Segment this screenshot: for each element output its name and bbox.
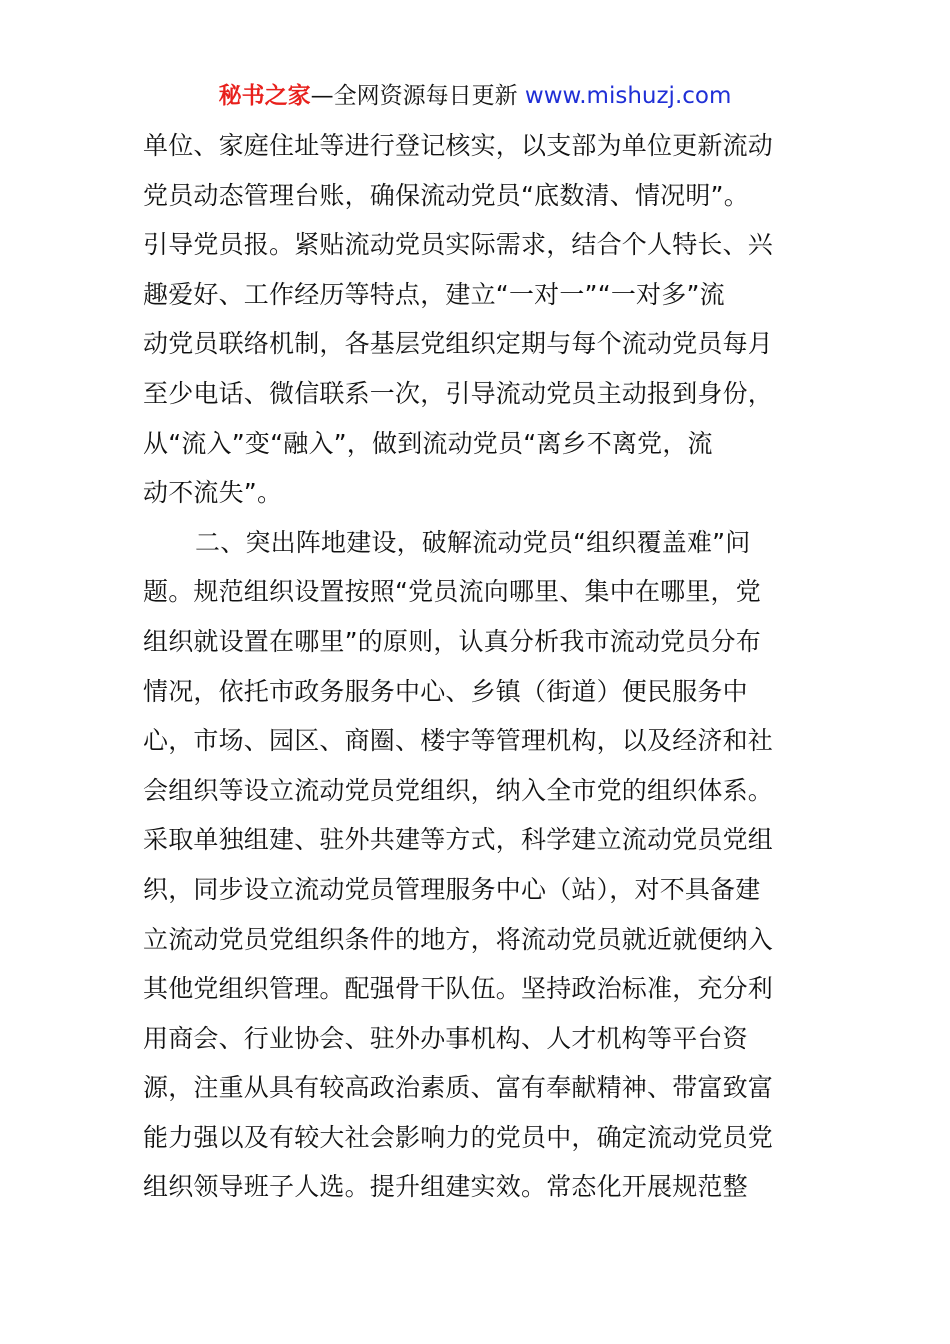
text-line: 至少电话、微信联系一次，引导流动党员主动报到身份，: [143, 378, 774, 408]
text-line: 组织就设置在哪里”的原则，认真分析我市流动党员分布: [143, 626, 761, 656]
text-line: 单位、家庭住址等进行登记核实，以支部为单位更新流动: [143, 131, 774, 160]
text-line: 能力强以及有较大社会影响力的党员中，确定流动党员党: [143, 1122, 774, 1152]
text-line: 其他党组织管理。配强骨干队伍。坚持政治标准，充分利: [143, 974, 774, 1004]
text-line: 采取单独组建、驻外共建等方式，科学建立流动党员党组: [143, 825, 774, 855]
text-line: 织，同步设立流动党员管理服务中心（站），对不具备建: [143, 874, 761, 904]
header-slogan: —全网资源每日更新: [310, 83, 518, 109]
document-body: [143, 121, 809, 1212]
text-line: 会组织等设立流动党员党组织，纳入全市党的组织体系。: [143, 775, 774, 805]
text-line: 组织领导班子人选。提升组建实效。常态化开展规范整: [143, 1172, 748, 1202]
text-line: 党员动态管理台账，确保流动党员“底数清、情况明”。: [143, 180, 749, 210]
text-line: 引导党员报。紧贴流动党员实际需求，结合个人特长、兴: [143, 230, 774, 260]
text-line: 源，注重从具有较高政治素质、富有奉献精神、带富致富: [143, 1073, 774, 1103]
section-heading-line: 二、突出阵地建设，破解流动党员“组织覆盖难”问: [195, 527, 751, 557]
text-line: 心，市场、园区、商圈、楼宇等管理机构，以及经济和社: [143, 726, 774, 756]
brand-name: 秘书之家: [218, 83, 311, 109]
text-line: 从“流入”变“融入”，做到流动党员“离乡不离党，流: [143, 428, 713, 458]
text-line: 动党员联络机制，各基层党组织定期与每个流动党员每月: [143, 329, 774, 359]
page-header: [0, 80, 950, 112]
text-line: 情况，依托市政务服务中心、乡镇（街道）便民服务中: [143, 676, 748, 706]
text-line: 题。规范组织设置按照“党员流向哪里、集中在哪里，党: [143, 577, 761, 607]
text-line: 动不流失”。: [143, 478, 283, 508]
text-line: 趣爱好、工作经历等特点，建立“一对一”“一对多”流: [143, 279, 725, 309]
text-line: 用商会、行业协会、驻外办事机构、人才机构等平台资: [143, 1023, 748, 1053]
website-link[interactable]: www.mishuzj.com: [517, 83, 732, 109]
text-line: 立流动党员党组织条件的地方，将流动党员就近就便纳入: [143, 924, 774, 954]
